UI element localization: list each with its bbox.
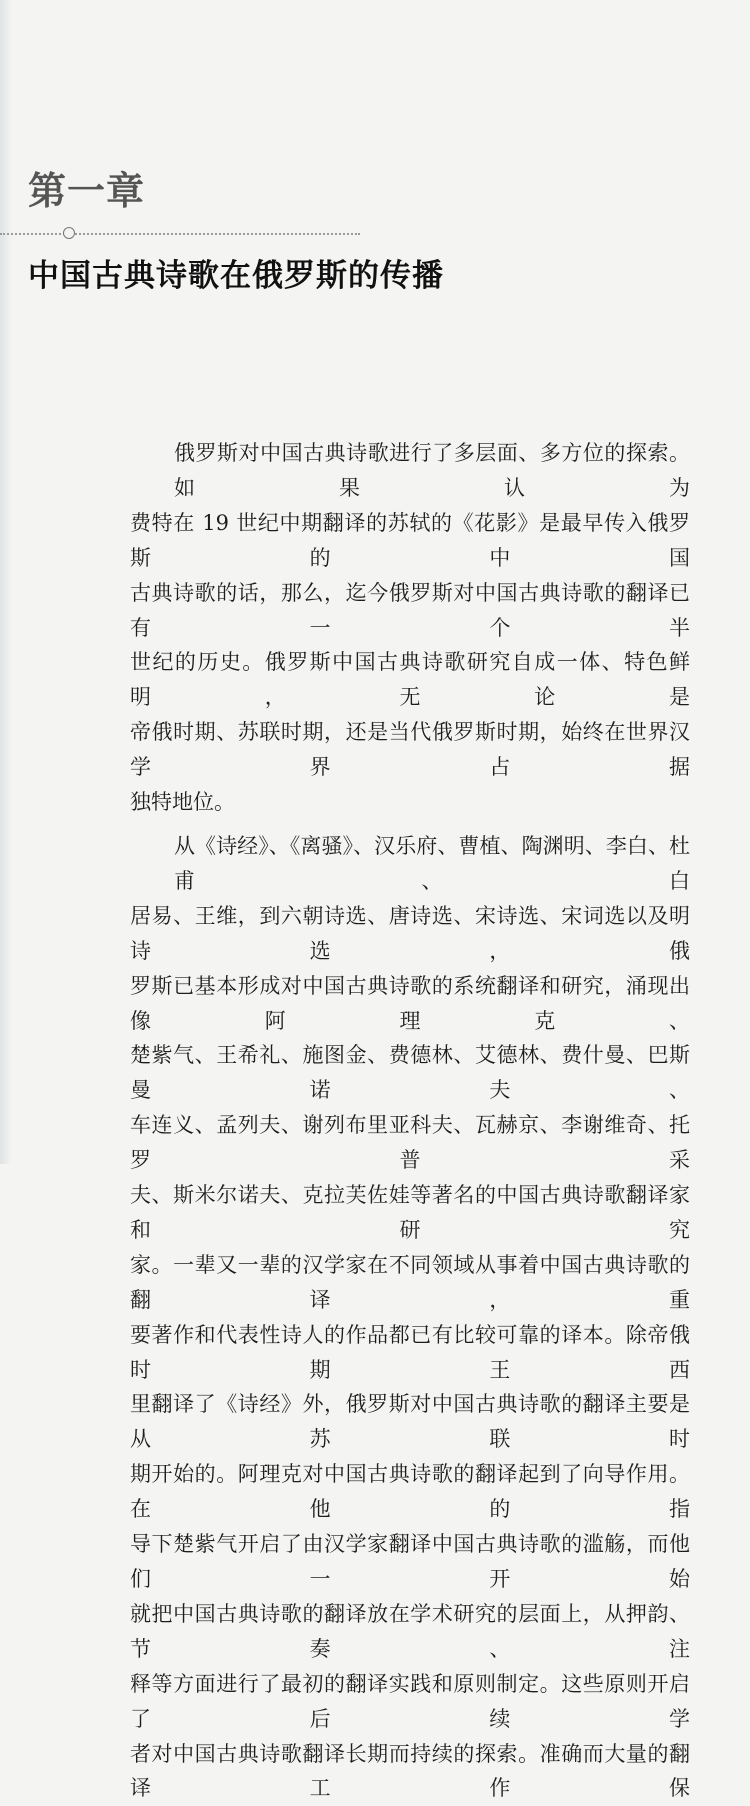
text-line: 楚紫气、王希礼、施图金、费德林、艾德林、费什曼、巴斯曼诺夫、 — [130, 1043, 690, 1103]
chapter-title: 中国古典诗歌在俄罗斯的传播 — [28, 258, 444, 294]
text-line: 世纪的历史。俄罗斯中国古典诗歌研究自成一体、特色鲜明，无论是 — [130, 650, 690, 710]
text-line: 俄罗斯对中国古典诗歌进行了多层面、多方位的探索。如果认为 — [174, 441, 690, 500]
text-line: 就把中国古典诗歌的翻译放在学术研究的层面上，从押韵、节奏、注 — [130, 1601, 690, 1661]
text-line: 独特地位。 — [130, 790, 235, 815]
text-line: 里翻译了《诗经》外，俄罗斯对中国古典诗歌的翻译主要是从苏联时 — [130, 1392, 690, 1452]
dotted-divider — [0, 233, 360, 235]
body-text — [130, 436, 690, 1806]
paragraph-2 — [130, 829, 690, 1806]
text-line: 家。一辈又一辈的汉学家在不同领域从事着中国古典诗歌的翻译，重 — [130, 1252, 690, 1312]
text-line: 从《诗经》、《离骚》、汉乐府、曹植、陶渊明、李白、杜甫、白 — [174, 833, 690, 893]
text-line: 费特在 19 世纪中期翻译的苏轼的《花影》是最早传入俄罗斯的中国 — [130, 510, 690, 570]
text-line: 帝俄时期、苏联时期，还是当代俄罗斯时期，始终在世界汉学界占据 — [130, 720, 690, 780]
text-line: 者对中国古典诗歌翻译长期而持续的探索。准确而大量的翻译工作保 — [130, 1741, 690, 1801]
divider-circle-icon — [63, 227, 75, 239]
chapter-number: 第一章 — [28, 168, 146, 213]
text-line: 导下楚紫气开启了由汉学家翻译中国古典诗歌的滥觞，而他们一开始 — [130, 1532, 690, 1591]
text-line: 释等方面进行了最初的翻译实践和原则制定。这些原则开启了后续学 — [130, 1671, 690, 1731]
text-line: 居易、王维，到六朝诗选、唐诗选、宋诗选、宋词选以及明诗选，俄 — [130, 903, 690, 963]
paragraph-1 — [130, 436, 690, 820]
text-line: 期开始的。阿理克对中国古典诗歌的翻译起到了向导作用。在他的指 — [130, 1462, 690, 1522]
text-line: 要著作和代表性诗人的作品都已有比较可靠的译本。除帝俄时期王西 — [130, 1322, 690, 1382]
text-line: 罗斯已基本形成对中国古典诗歌的系统翻译和研究，涌现出像阿理克、 — [130, 973, 690, 1033]
page-edge — [0, 0, 12, 1164]
text-line: 古典诗歌的话，那么，迄今俄罗斯对中国古典诗歌的翻译已有一个半 — [130, 580, 690, 640]
text-line: 车连义、孟列夫、谢列布里亚科夫、瓦赫京、李谢维奇、托罗普采 — [130, 1113, 690, 1173]
text-line: 夫、斯米尔诺夫、克拉芙佐娃等著名的中国古典诗歌翻译家和研究 — [130, 1183, 690, 1242]
